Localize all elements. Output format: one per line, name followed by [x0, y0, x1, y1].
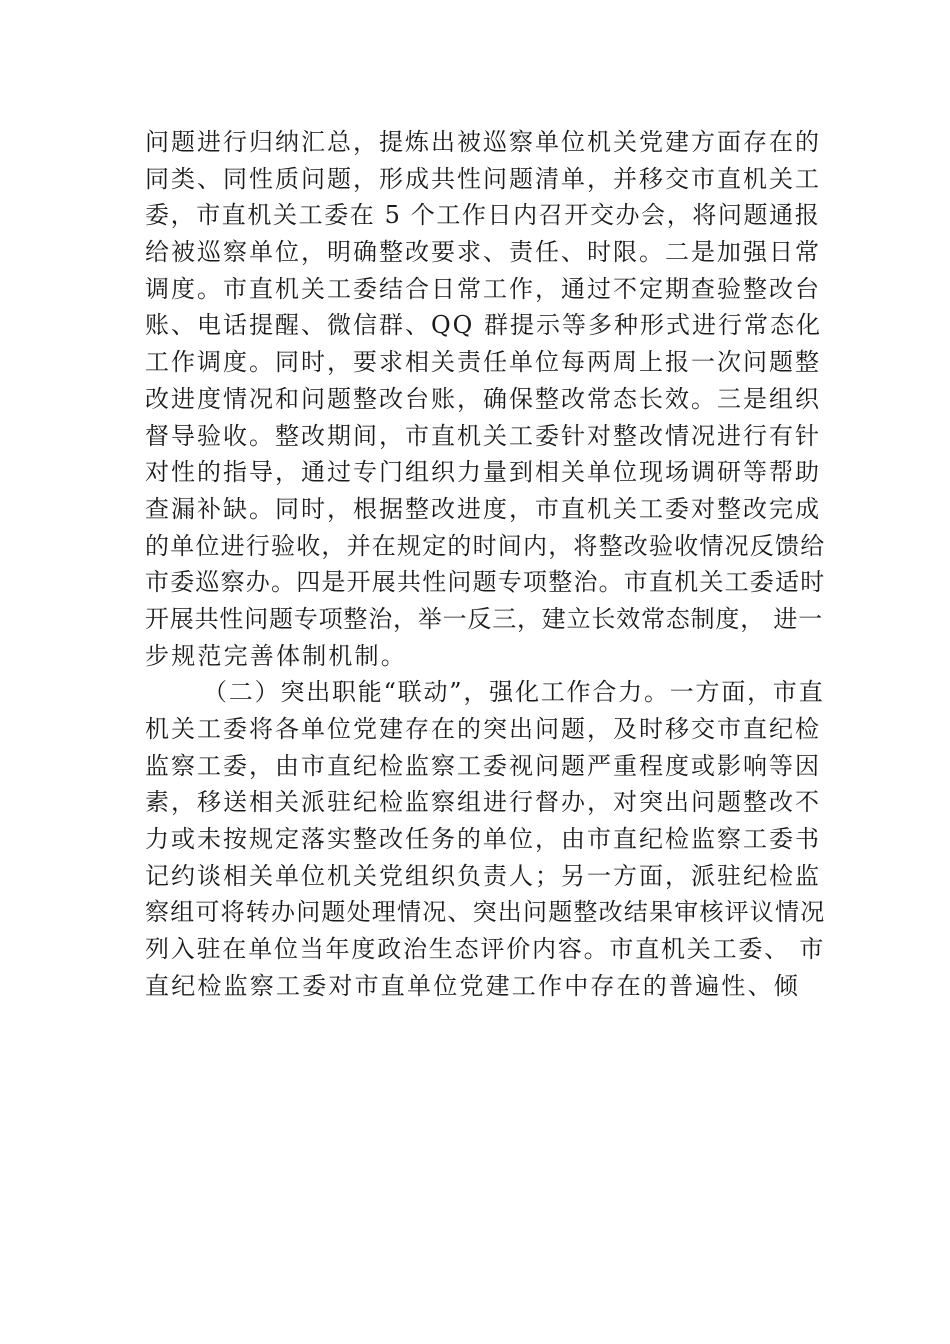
section-heading-line: （二）突出职能“联动”，强化工作合力。一方面，市直 — [203, 678, 825, 707]
text-line: 同类、同性质问题，形成共性问题清单，并移交市直机关工 — [145, 164, 821, 193]
text-line: 开展共性问题专项整治，举一反三，建立长效常态制度， 进一 — [145, 604, 824, 633]
text-line: 给被巡察单位，明确整改要求、责任、时限。二是加强日常 — [145, 238, 821, 267]
text-line: 调度。市直机关工委结合日常工作，通过不定期查验整改台 — [145, 274, 821, 303]
text-line: 列入驻在单位当年度政治生态评价内容。市直机关工委、 市 — [145, 935, 826, 964]
text-line: 机关工委将各单位党建存在的突出问题，及时移交市直纪检 — [145, 715, 821, 743]
text-line: 工作调度。同时，要求相关责任单位每两周上报一次问题整 — [145, 348, 821, 377]
text-line: 账、电话提醒、微信群、QQ 群提示等多种形式进行常态化 — [145, 311, 822, 340]
text-line: 查漏补缺。同时，根据整改进度，市直机关工委对整改完成 — [145, 494, 821, 523]
text-line: 力或未按规定落实整改任务的单位，由市直纪检监察工委书 — [145, 825, 821, 854]
text-line: 委，市直机关工委在 5 个工作日内召开交办会，将问题通报 — [145, 201, 821, 230]
text-line: 素，移送相关派驻纪检监察组进行督办，对突出问题整改不 — [145, 788, 821, 817]
text-line: 直纪检监察工委对市直单位党建工作中存在的普遍性、倾 — [145, 971, 800, 1000]
text-line: 市委巡察办。四是开展共性问题专项整治。市直机关工委适时 — [145, 568, 826, 597]
text-line: 改进度情况和问题整改台账，确保整改常态长效。三是组织 — [145, 384, 821, 413]
text-line: 督导验收。整改期间，市直机关工委针对整改情况进行有针 — [145, 421, 821, 450]
text-line: 记约谈相关单位机关党组织负责人；另一方面，派驻纪检监 — [145, 861, 821, 890]
text-line: 监察工委，由市直纪检监察工委视问题严重程度或影响等因 — [145, 751, 821, 780]
body-text — [145, 124, 825, 1005]
text-line: 察组可将转办问题处理情况、突出问题整改结果审核评议情况 — [145, 898, 826, 927]
text-line: 对性的指导，通过专门组织力量到相关单位现场调研等帮助 — [145, 458, 821, 487]
text-line: 步规范完善体制机制。 — [145, 641, 407, 670]
text-line: 问题进行归纳汇总，提炼出被巡察单位机关党建方面存在的 — [145, 128, 821, 156]
text-line: 的单位进行验收，并在规定的时间内，将整改验收情况反馈给 — [145, 531, 826, 560]
